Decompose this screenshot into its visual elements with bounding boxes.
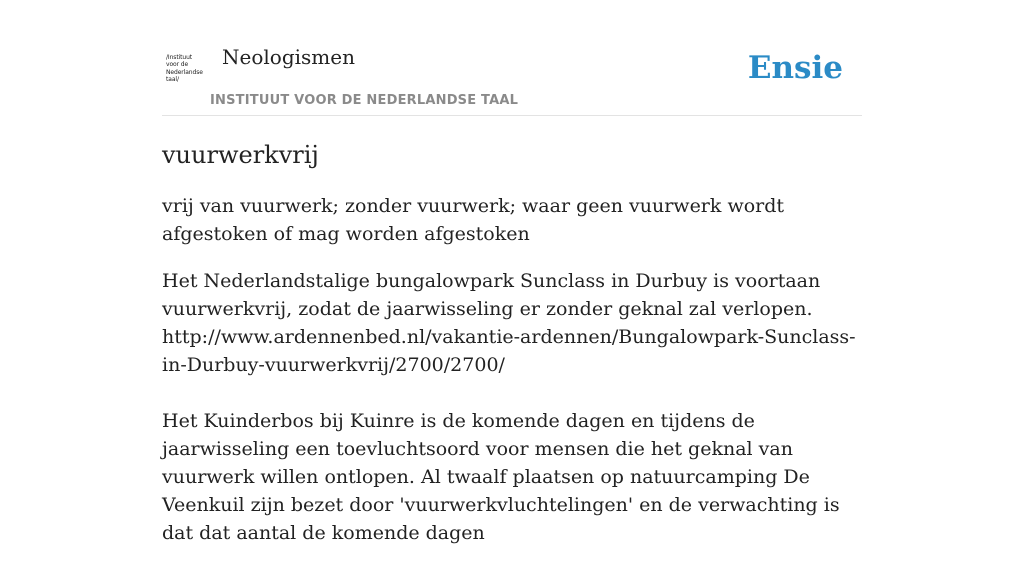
ivdnt-logo[interactable]	[166, 54, 208, 90]
example-text: Het Kuinderbos bij Kuinre is de komende dagen en tijdens de jaarwisseling een toevluchtsoord voor mensen die het geknal van vuurwerk willen ontlopen. Al twaalf plaatsen op natuurcamping De Veenkuil zijn bezet door 'vuurwerkvluchtelingen' en de verwachting is dat dat aantal de komende dagen	[162, 410, 840, 544]
logo-line: Nederlandse	[166, 68, 203, 76]
example-quote	[162, 407, 862, 547]
logo-line: voor de	[166, 61, 189, 69]
site-header	[162, 0, 862, 116]
entry-content	[162, 138, 862, 575]
source-name-link[interactable]: Neologismen	[222, 45, 355, 69]
ensie-logo[interactable]: Ensie	[747, 50, 843, 86]
headword: vuurwerkvrij	[162, 141, 319, 169]
logo-line: /Instituut	[166, 54, 193, 61]
example-text: Het Nederlandstalige bungalowpark Sunclass in Durbuy is voortaan vuurwerkvrij, zodat de jaarwisseling er zonder geknal zal verlopen.	[162, 270, 821, 320]
definition: vrij van vuurwerk; zonder vuurwerk; waar geen vuurwerk wordt afgestoken of mag worden afgestoken	[162, 195, 785, 245]
example-source-url: http://www.ardennenbed.nl/vakantie-ardennen/Bungalowpark-Sunclass-in-Durbuy-vuurwerkvrij/2700/2700/	[162, 326, 856, 376]
examples	[162, 267, 862, 547]
example-quote	[162, 267, 862, 379]
logo-line: taal/	[166, 75, 179, 83]
institute-name: INSTITUUT VOOR DE NEDERLANDSE TAAL	[210, 93, 519, 108]
